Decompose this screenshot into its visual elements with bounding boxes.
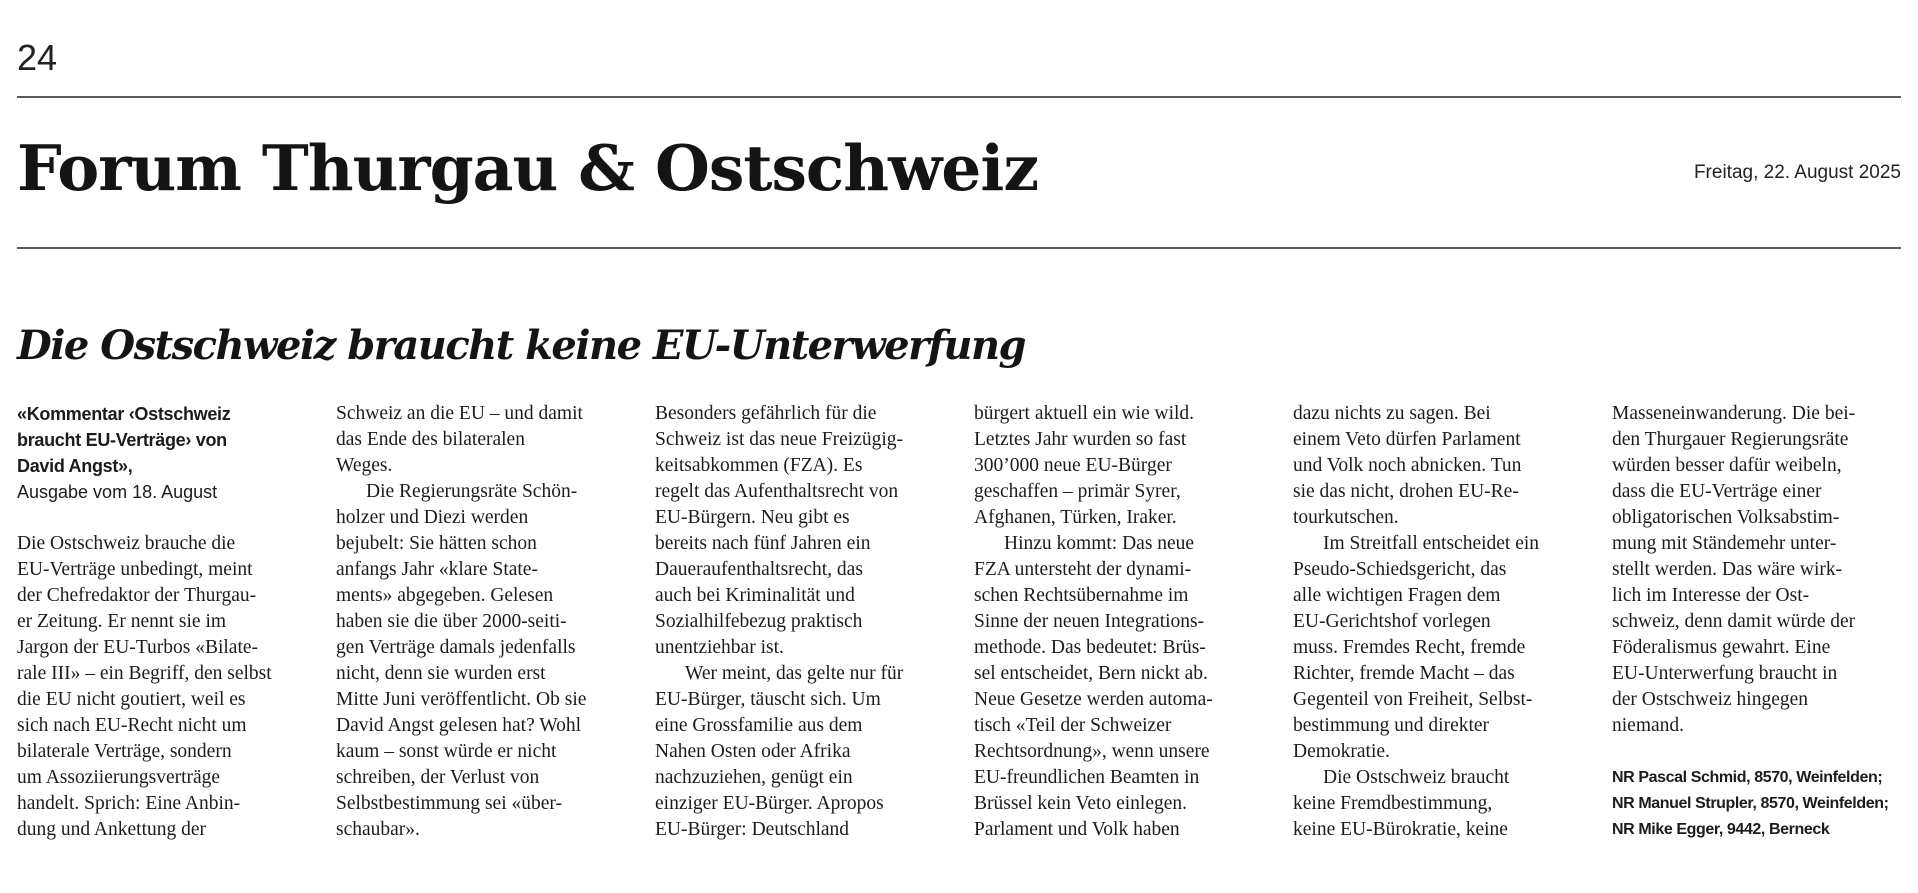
section-divider (17, 247, 1901, 249)
article-text-line: auch bei Kriminalität und (655, 585, 855, 606)
article-text-line: 300’000 neue EU-Bürger (974, 455, 1172, 476)
article-text-line: Föderalismus gewahrt. Eine (1612, 637, 1831, 658)
article-text-line: würden besser dafür weibeln, (1612, 455, 1842, 476)
article-text-line: der Ostschweiz hingegen (1612, 689, 1809, 710)
article-text-line: Masseneinwanderung. Die bei- (1612, 403, 1856, 424)
article-text-line: sel entscheidet, Bern nickt ab. (974, 663, 1208, 684)
article-text-line: bürgert aktuell ein wie wild. (974, 403, 1195, 424)
article-text-line: Afghanen, Türken, Iraker. (974, 507, 1177, 528)
article-text-line: dass die EU-Verträge einer (1612, 481, 1822, 502)
top-divider (17, 96, 1901, 98)
article-text-line: das Ende des bilateralen (336, 429, 525, 450)
article-text-line: einziger EU-Bürger. Apropos (655, 793, 884, 814)
article-text-line: Brüssel kein Veto einlegen. (974, 793, 1188, 814)
article-text-line: stellt werden. Das wäre wirk- (1612, 559, 1843, 580)
article-text-line: Parlament und Volk haben (974, 819, 1180, 840)
article-text-line: bilaterale Verträge, sondern (17, 741, 232, 762)
article-text-line: ments» abgegeben. Gelesen (336, 585, 554, 606)
reference-line: David Angst», (17, 456, 133, 476)
article-text-line: anfangs Jahr «klare State- (336, 559, 538, 580)
article-text-line: rale III» – ein Begriff, den selbst (17, 663, 272, 684)
article-text-line: sie das nicht, drohen EU-Re- (1293, 481, 1519, 502)
article-text-line: EU-Bürger, täuscht sich. Um (655, 689, 881, 710)
article-text-line: Gegenteil von Freiheit, Selbst- (1293, 689, 1533, 710)
article-text-line: alle wichtigen Fragen dem (1293, 585, 1501, 606)
page-number: 24 (17, 37, 58, 78)
article-text-line: Wer meint, das gelte nur für (685, 663, 904, 684)
article-text-line: und Volk noch abnicken. Tun (1293, 455, 1522, 476)
issue-date: Freitag, 22. August 2025 (1693, 162, 1901, 183)
article-text-line: tourkutschen. (1293, 507, 1399, 528)
article-text-line: den Thurgauer Regierungsräte (1612, 429, 1849, 450)
article-text-line: keitsabkommen (FZA). Es (655, 455, 863, 476)
article-column-1 (17, 401, 319, 843)
article-text-line: EU-Bürger: Deutschland (655, 819, 850, 840)
article-text-line: unentziehbar ist. (655, 637, 784, 658)
article-text-line: schreiben, der Verlust von (336, 767, 540, 788)
author-signature-line: NR Pascal Schmid, 8570, Weinfelden; (1612, 769, 1883, 786)
article-text-line: EU-Unterwerfung braucht in (1612, 663, 1838, 684)
article-text-line: Die Ostschweiz braucht (1323, 767, 1510, 788)
article-text-line: niemand. (1612, 715, 1685, 736)
article-text-line: Neue Gesetze werden automa- (974, 689, 1213, 710)
article-text-line: bejubelt: Sie hätten schon (336, 533, 537, 554)
paragraph-gap (17, 505, 319, 531)
article-headline: Die Ostschweiz braucht keine EU-Unterwerfung (17, 322, 1026, 369)
article-text-line: Selbstbestimmung sei «über- (336, 793, 563, 814)
article-text-line: haben sie die über 2000-seiti- (336, 611, 567, 632)
article-text-line: dung und Ankettung der (17, 819, 207, 840)
article-text-line: Mitte Juni veröffentlicht. Ob sie (336, 689, 587, 710)
reference-line: Ausgabe vom 18. August (17, 482, 218, 502)
article-text-line: um Assoziierungsverträge (17, 767, 221, 788)
article-text-line: holzer und Diezi werden (336, 507, 529, 528)
reference-line: «Kommentar ‹Ostschweiz (17, 404, 231, 424)
article-text-line: mung mit Ständemehr unter- (1612, 533, 1837, 554)
article-text-line: EU-Gerichtshof vorlegen (1293, 611, 1491, 632)
article-text-line: bestimmung und direkter (1293, 715, 1490, 736)
article-text-line: Die Regierungsräte Schön- (366, 481, 578, 502)
article-text-line: Hinzu kommt: Das neue (1004, 533, 1195, 554)
article-text-line: er Zeitung. Er nennt sie im (17, 611, 227, 632)
article-column-2 (336, 401, 638, 843)
article-text-line: nachzuziehen, genügt ein (655, 767, 853, 788)
article-text-line: schweiz, denn damit würde der (1612, 611, 1856, 632)
article-text-line: der Chefredaktor der Thurgau- (17, 585, 257, 606)
article-text-line: Schweiz an die EU – und damit (336, 403, 583, 424)
article-text-line: Rechtsordnung», wenn unsere (974, 741, 1210, 762)
article-text-line: FZA untersteht der dynami- (974, 559, 1192, 580)
article-text-line: David Angst gelesen hat? Wohl (336, 715, 582, 736)
article-text-line: Richter, fremde Macht – das (1293, 663, 1515, 684)
article-text-line: EU-freundlichen Beamten in (974, 767, 1200, 788)
article-text-line: lich im Interesse der Ost- (1612, 585, 1810, 606)
section-title: Forum Thurgau & Ostschweiz (17, 131, 1039, 205)
article-text-line: EU-Bürgern. Neu gibt es (655, 507, 850, 528)
article-text-line: EU-Verträge unbedingt, meint (17, 559, 253, 580)
article-text-line: Weges. (336, 455, 393, 476)
article-text-line: Die Ostschweiz brauche die (17, 533, 236, 554)
reference-line: braucht EU-Verträge› von (17, 430, 227, 450)
author-signature-line: NR Manuel Strupler, 8570, Weinfelden; (1612, 795, 1889, 812)
article-text-line: regelt das Aufenthaltsrecht von (655, 481, 899, 502)
article-text-line: gen Verträge damals jedenfalls (336, 637, 576, 658)
paragraph-gap (1612, 739, 1914, 765)
article-text-line: die EU nicht goutiert, weil es (17, 689, 246, 710)
article-text-line: Demokratie. (1293, 741, 1390, 762)
article-text-line: dazu nichts zu sagen. Bei (1293, 403, 1491, 424)
article-text-line: Pseudo-Schiedsgericht, das (1293, 559, 1507, 580)
article-text-line: eine Grossfamilie aus dem (655, 715, 863, 736)
article-text-line: kaum – sonst würde er nicht (336, 741, 557, 762)
article-text-line: Nahen Osten oder Afrika (655, 741, 851, 762)
article-text-line: Schweiz ist das neue Freizügig- (655, 429, 904, 450)
article-column-5 (1293, 401, 1595, 843)
article-text-line: Sozialhilfebezug praktisch (655, 611, 863, 632)
article-text-line: tisch «Teil der Schweizer (974, 715, 1172, 736)
author-signature-line: NR Mike Egger, 9442, Berneck (1612, 821, 1830, 838)
article-text-line: obligatorischen Volksabstim- (1612, 507, 1840, 528)
article-column-4 (974, 401, 1276, 843)
article-text-line: keine Fremdbestimmung, (1293, 793, 1493, 814)
article-text-line: nicht, denn sie wurden erst (336, 663, 546, 684)
article-text-line: schen Rechtsübernahme im (974, 585, 1189, 606)
article-text-line: muss. Fremdes Recht, fremde (1293, 637, 1526, 658)
article-text-line: geschaffen – primär Syrer, (974, 481, 1181, 502)
article-column-6 (1612, 401, 1914, 843)
article-text-line: keine EU-Bürokratie, keine (1293, 819, 1508, 840)
article-text-line: Jargon der EU-Turbos «Bilate- (17, 637, 259, 658)
article-text-line: Im Streitfall entscheidet ein (1323, 533, 1540, 554)
article-text-line: einem Veto dürfen Parlament (1293, 429, 1521, 450)
article-text-line: methode. Das bedeutet: Brüs- (974, 637, 1206, 658)
article-text-line: Sinne der neuen Integrations- (974, 611, 1205, 632)
article-text-line: Besonders gefährlich für die (655, 403, 877, 424)
article-text-line: schaubar». (336, 819, 420, 840)
article-text-line: handelt. Sprich: Eine Anbin- (17, 793, 241, 814)
article-text-line: Daueraufenthaltsrecht, das (655, 559, 863, 580)
article-text-line: sich nach EU-Recht nicht um (17, 715, 247, 736)
article-column-3 (655, 401, 957, 843)
article-text-line: Letztes Jahr wurden so fast (974, 429, 1187, 450)
article-text-line: bereits nach fünf Jahren ein (655, 533, 871, 554)
